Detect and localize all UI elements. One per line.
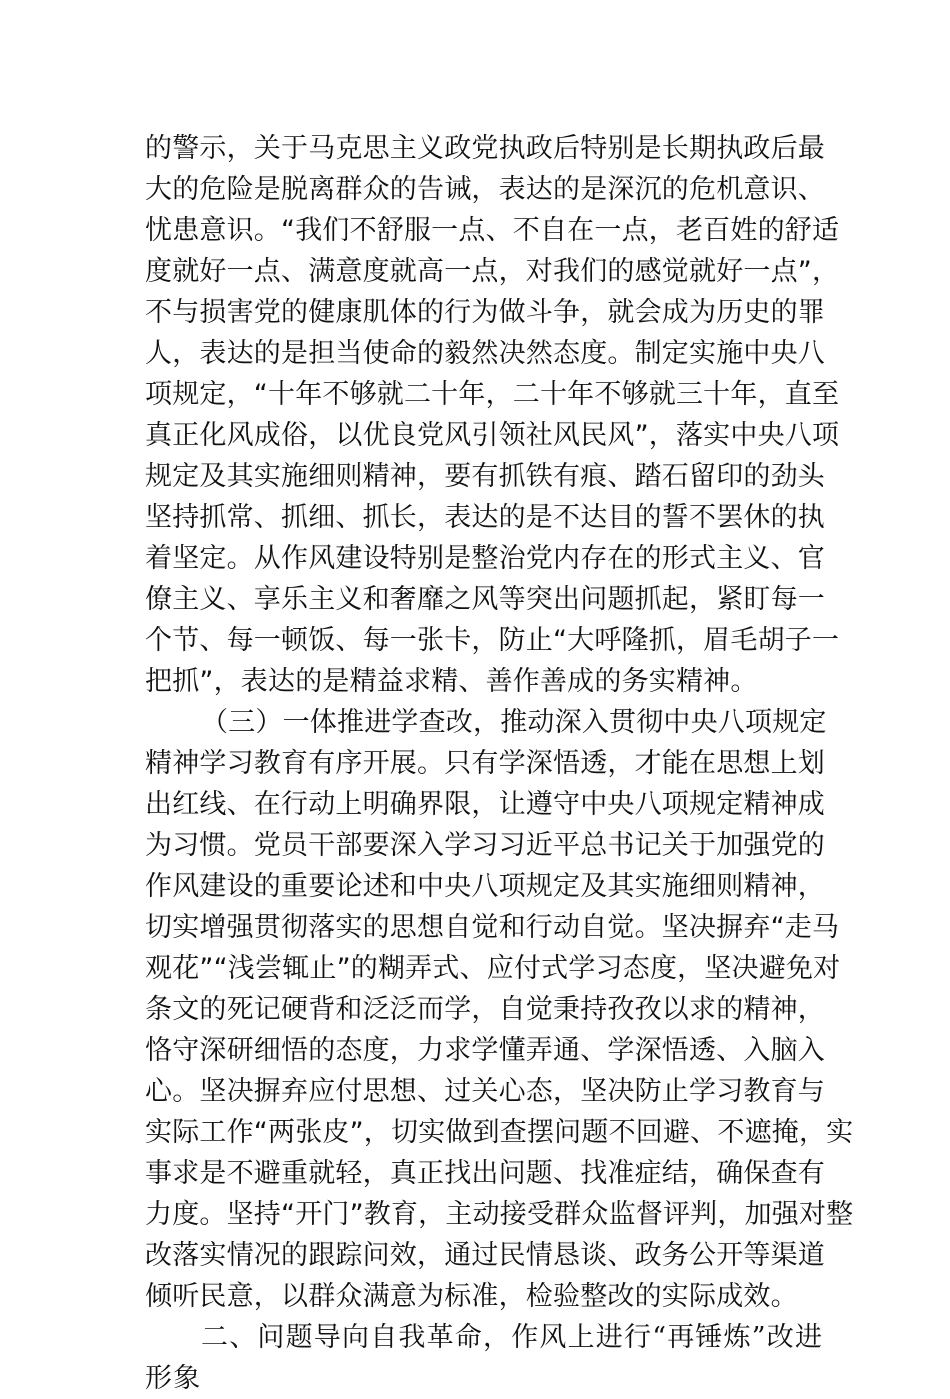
text-line: 为习惯。党员干部要深入学习习近平总书记关于加强党的: [145, 830, 825, 861]
section-heading-continuation: 形象: [145, 1363, 202, 1394]
text-line: 项规定，“十年不够就二十年，二十年不够就三十年，直至: [145, 379, 840, 410]
text-line: 不与损害党的健康肌体的行为做斗争，就会成为历史的罪: [145, 297, 825, 328]
text-line: 把抓”，表达的是精益求精、善作善成的务实精神。: [145, 666, 758, 697]
text-line: 僚主义、享乐主义和奢靡之风等突出问题抓起，紧盯每一: [145, 584, 825, 615]
text-line: 倾听民意，以群众满意为标准，检验整改的实际成效。: [145, 1281, 798, 1312]
text-line: 切实增强贯彻落实的思想自觉和行动自觉。坚决摒弃“走马: [145, 912, 840, 943]
text-line: 条文的死记硬背和泛泛而学，自觉秉持孜孜以求的精神，: [145, 994, 825, 1025]
text-line: 度就好一点、满意度就高一点，对我们的感觉就好一点”，: [145, 256, 840, 287]
text-line: 着坚定。从作风建设特别是整治党内存在的形式主义、官: [145, 543, 825, 574]
text-line: 大的危险是脱离群众的告诫，表达的是深沉的危机意识、: [145, 174, 825, 205]
text-line: 心。坚决摒弃应付思想、过关心态，坚决防止学习教育与: [145, 1076, 825, 1107]
text-line: 个节、每一顿饭、每一张卡，防止“大呼隆抓，眉毛胡子一: [145, 625, 840, 656]
text-line: 坚持抓常、抓细、抓长，表达的是不达目的誓不罢休的执: [145, 502, 825, 533]
text-line: 恪守深研细悟的态度，力求学懂弄通、学深悟透、入脑入: [145, 1035, 825, 1066]
text-line: 真正化风成俗，以优良党风引领社风民风”，落实中央八项: [145, 420, 840, 451]
text-line: 实际工作“两张皮”，切实做到查摆问题不回避、不遮掩，实: [145, 1117, 854, 1148]
text-line: 忧患意识。“我们不舒服一点、不自在一点，老百姓的舒适: [145, 215, 840, 246]
text-line: 作风建设的重要论述和中央八项规定及其实施细则精神，: [145, 871, 825, 902]
text-line: 改落实情况的跟踪问效，通过民情恳谈、政务公开等渠道: [145, 1240, 825, 1271]
text-line: 观花”“浅尝辄止”的糊弄式、应付式学习态度，坚决避免对: [145, 953, 841, 984]
text-line: 事求是不避重就轻，真正找出问题、找准症结，确保查有: [145, 1158, 825, 1189]
text-line: 精神学习教育有序开展。只有学深悟透，才能在思想上划: [145, 748, 825, 779]
section-heading: 二、问题导向自我革命，作风上进行“再锤炼”改进: [201, 1322, 824, 1353]
text-line: 人，表达的是担当使命的毅然决然态度。制定实施中央八: [145, 338, 825, 369]
document-body: [145, 128, 854, 1399]
text-line: 的警示，关于马克思主义政党执政后特别是长期执政后最: [145, 133, 825, 164]
text-line: 出红线、在行动上明确界限，让遵守中央八项规定精神成: [145, 789, 825, 820]
section-three-first-line: （三）一体推进学查改，推动深入贯彻中央八项规定: [201, 707, 827, 738]
text-line: 力度。坚持“开门”教育，主动接受群众监督评判，加强对整: [145, 1199, 854, 1230]
text-line: 规定及其实施细则精神，要有抓铁有痕、踏石留印的劲头: [145, 461, 825, 492]
